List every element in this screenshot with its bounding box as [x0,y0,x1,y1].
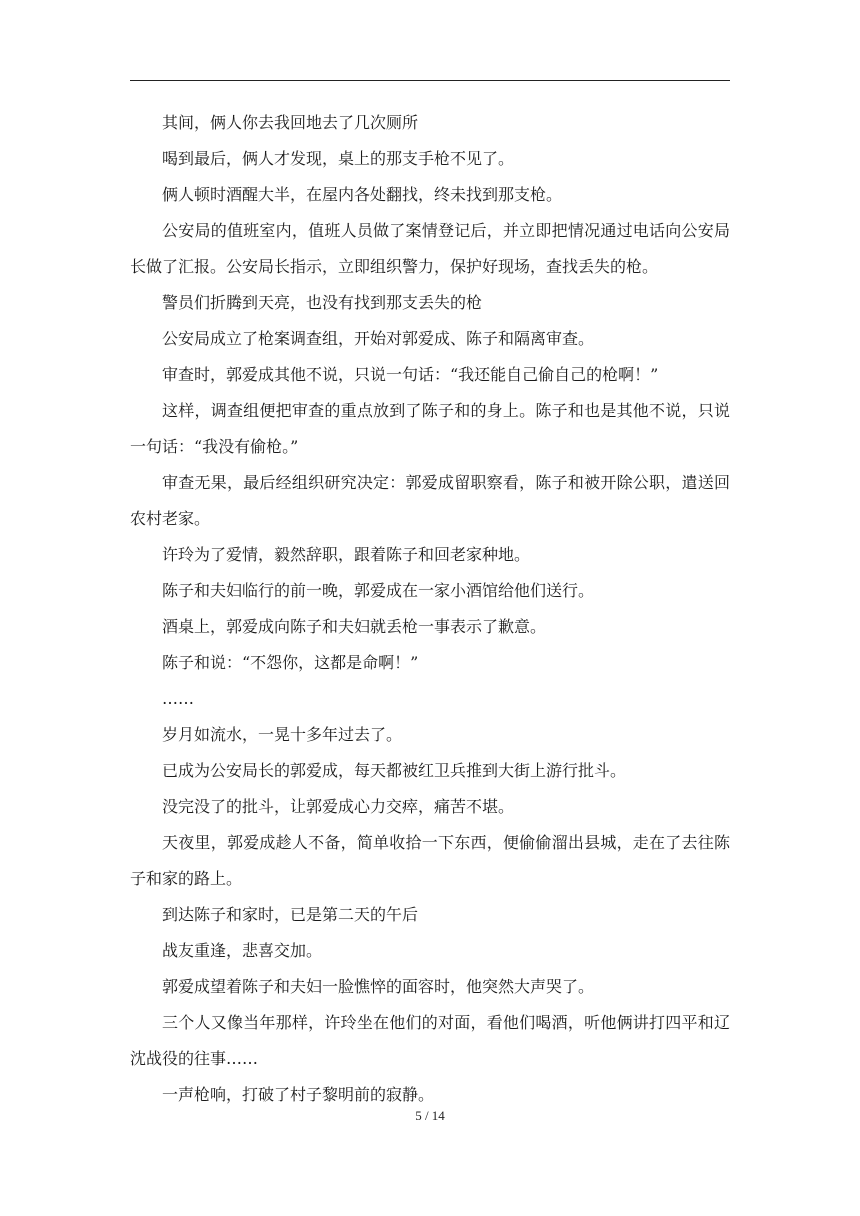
paragraph: 公安局的值班室内，值班人员做了案情登记后，并立即把情况通过电话向公安局长做了汇报。公安局长指示，立即组织警力，保护好现场，查找丢失的枪。 [130,221,730,276]
paragraph: 俩人顿时酒醒大半，在屋内各处翻找，终未找到那支枪。 [162,185,563,204]
paragraph: 其间，俩人你去我回地去了几次厕所 [162,113,419,132]
paragraph: 陈子和夫妇临行的前一晚，郭爱成在一家小酒馆给他们送行。 [162,581,595,600]
header-rule [130,80,730,81]
paragraph: 没完没了的批斗，让郭爱成心力交瘁，痛苦不堪。 [162,797,515,816]
page-number: 5 / 14 [415,1108,445,1123]
document-body [130,105,730,1113]
paragraph: 到达陈子和家时，已是第二天的午后 [162,905,419,924]
paragraph: 喝到最后，俩人才发现，桌上的那支手枪不见了。 [162,149,515,168]
paragraph: 郭爱成望着陈子和夫妇一脸憔悴的面容时，他突然大声哭了。 [162,977,595,996]
paragraph: 岁月如流水，一晃十多年过去了。 [162,725,403,744]
paragraph: 警员们折腾到天亮，也没有找到那支丢失的枪 [162,293,483,312]
paragraph: 许玲为了爱情，毅然辞职，跟着陈子和回老家种地。 [162,545,531,564]
paragraph: 审查无果，最后经组织研究决定：郭爱成留职察看，陈子和被开除公职，遣送回农村老家。 [130,473,730,528]
paragraph: 陈子和说：“不怨你，这都是命啊！” [162,653,419,672]
paragraph: …… [162,689,194,708]
paragraph: 公安局成立了枪案调查组，开始对郭爱成、陈子和隔离审查。 [162,329,595,348]
paragraph: 这样，调查组便把审查的重点放到了陈子和的身上。陈子和也是其他不说，只说一句话：“我没有偷枪。” [130,401,730,456]
paragraph: 酒桌上，郭爱成向陈子和夫妇就丢枪一事表示了歉意。 [162,617,547,636]
paragraph: 已成为公安局长的郭爱成，每天都被红卫兵推到大街上游行批斗。 [162,761,627,780]
paragraph: 审查时，郭爱成其他不说，只说一句话：“我还能自己偷自己的枪啊！” [162,365,659,384]
paragraph: 天夜里，郭爱成趁人不备，简单收拾一下东西，便偷偷溜出县城，走在了去往陈子和家的路上。 [130,833,730,888]
paragraph: 战友重逢，悲喜交加。 [162,941,323,960]
paragraph: 一声枪响，打破了村子黎明前的寂静。 [162,1085,435,1104]
paragraph: 三个人又像当年那样，许玲坐在他们的对面，看他们喝酒，听他俩讲打四平和辽沈战役的往事…… [130,1013,730,1068]
